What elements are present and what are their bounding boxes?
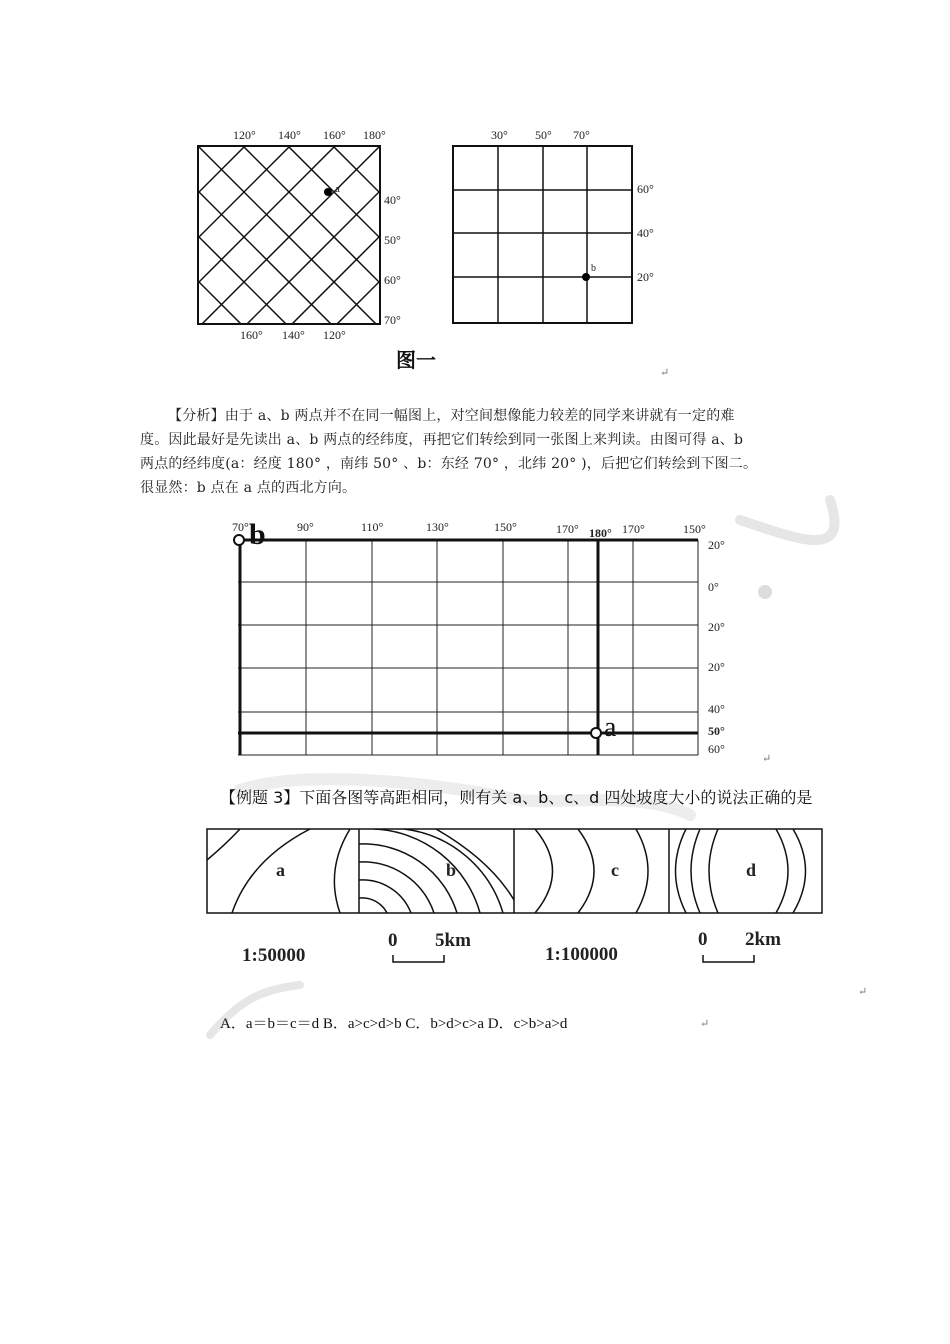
fig2-right-label: 60° [708,742,725,756]
fig2-top-label: 150° [494,520,517,534]
analysis-line: 度。因此最好是先读出 a、b 两点的经纬度，再把它们转绘到同一张图上来判读。由图可得 a、b [140,432,744,448]
grid2-top-label: 70° [573,128,590,142]
fig2-top-label: 150° [683,522,706,536]
return-mark: ↵ [762,752,772,765]
analysis-line: 很显然：b 点在 a 点的西北方向。 [140,480,357,496]
grid2-right-label: 60° [637,182,654,196]
fig2-right-label: 50° [708,724,725,738]
fig2-top-label: 70° [232,520,249,534]
grid1-bottom-label: 160° [240,328,263,342]
panel-label-a: a [276,860,285,880]
scale-zero-2: 0 [698,929,708,950]
fig2-right-label: 20° [708,620,725,634]
fig2-top-label: 170° [556,522,579,536]
scale-zero-1: 0 [388,930,398,951]
scale-ratio-2: 1:100000 [545,944,618,965]
fig2-right-label: 0° [708,580,719,594]
return-mark: ↵ [858,985,868,998]
scale-bar-5km [393,955,444,962]
fig2-right-label: 20° [708,538,725,552]
point-b-letter: b [249,518,266,551]
example-3-options: A．a＝b＝c＝d B．a>c>d>b C．b>d>c>a D．c>b>a>d [220,1016,568,1032]
point-a-label: a [335,183,340,195]
fig2-top-label: 180° [589,526,612,540]
panel-label-b: b [446,860,457,880]
grid2-right-label: 20° [637,270,654,284]
grid2-right-label: 40° [637,226,654,240]
analysis-line: 【分析】由于 a、b 两点并不在同一幅图上，对空间想像能力较差的同学来讲就有一定的难 [168,408,735,424]
scale-distance-2: 2km [745,929,781,950]
grid1-top-label: 180° [363,128,386,142]
fig2-right-label: 20° [708,660,725,674]
fig2-top-label: 110° [361,520,384,534]
grid1-right-label: 40° [384,193,401,207]
grid1-bottom-label: 120° [323,328,346,342]
grid1-top-label: 140° [278,128,301,142]
grid2-top-label: 30° [491,128,508,142]
panel-label-d: d [746,860,757,880]
grid1-right-label: 60° [384,273,401,287]
fig2-top-label: 130° [426,520,449,534]
grid1-right-label: 50° [384,233,401,247]
scale-bar-2km [703,955,754,962]
example-3-question: 【例题 3】下面各图等高距相同，则有关 a、b、c、d 四处坡度大小的说法正确的是 [220,788,813,807]
return-mark: ↵ [700,1017,710,1030]
scale-distance-1: 5km [435,930,471,951]
grid2-top-label: 50° [535,128,552,142]
fig2-right-label: 40° [708,702,725,716]
point-a-letter: a [604,712,617,743]
grid1-top-label: 120° [233,128,256,142]
fig2-top-label: 170° [622,522,645,536]
grid1-top-label: 160° [323,128,346,142]
grid1-bottom-label: 140° [282,328,305,342]
scale-ratio-1: 1:50000 [242,945,306,966]
grid1-right-label: 70° [384,313,401,327]
panel-label-c: c [611,860,619,880]
return-mark: ↵ [660,366,670,379]
analysis-line: 两点的经纬度(a：经度 180° ，南纬 50° 、b：东经 70° ，北纬 20° )，后把它们转绘到下图二。 [140,456,758,472]
point-b-label: b [591,263,596,274]
fig2-top-label: 90° [297,520,314,534]
figure-1-caption: 图一 [396,348,436,372]
